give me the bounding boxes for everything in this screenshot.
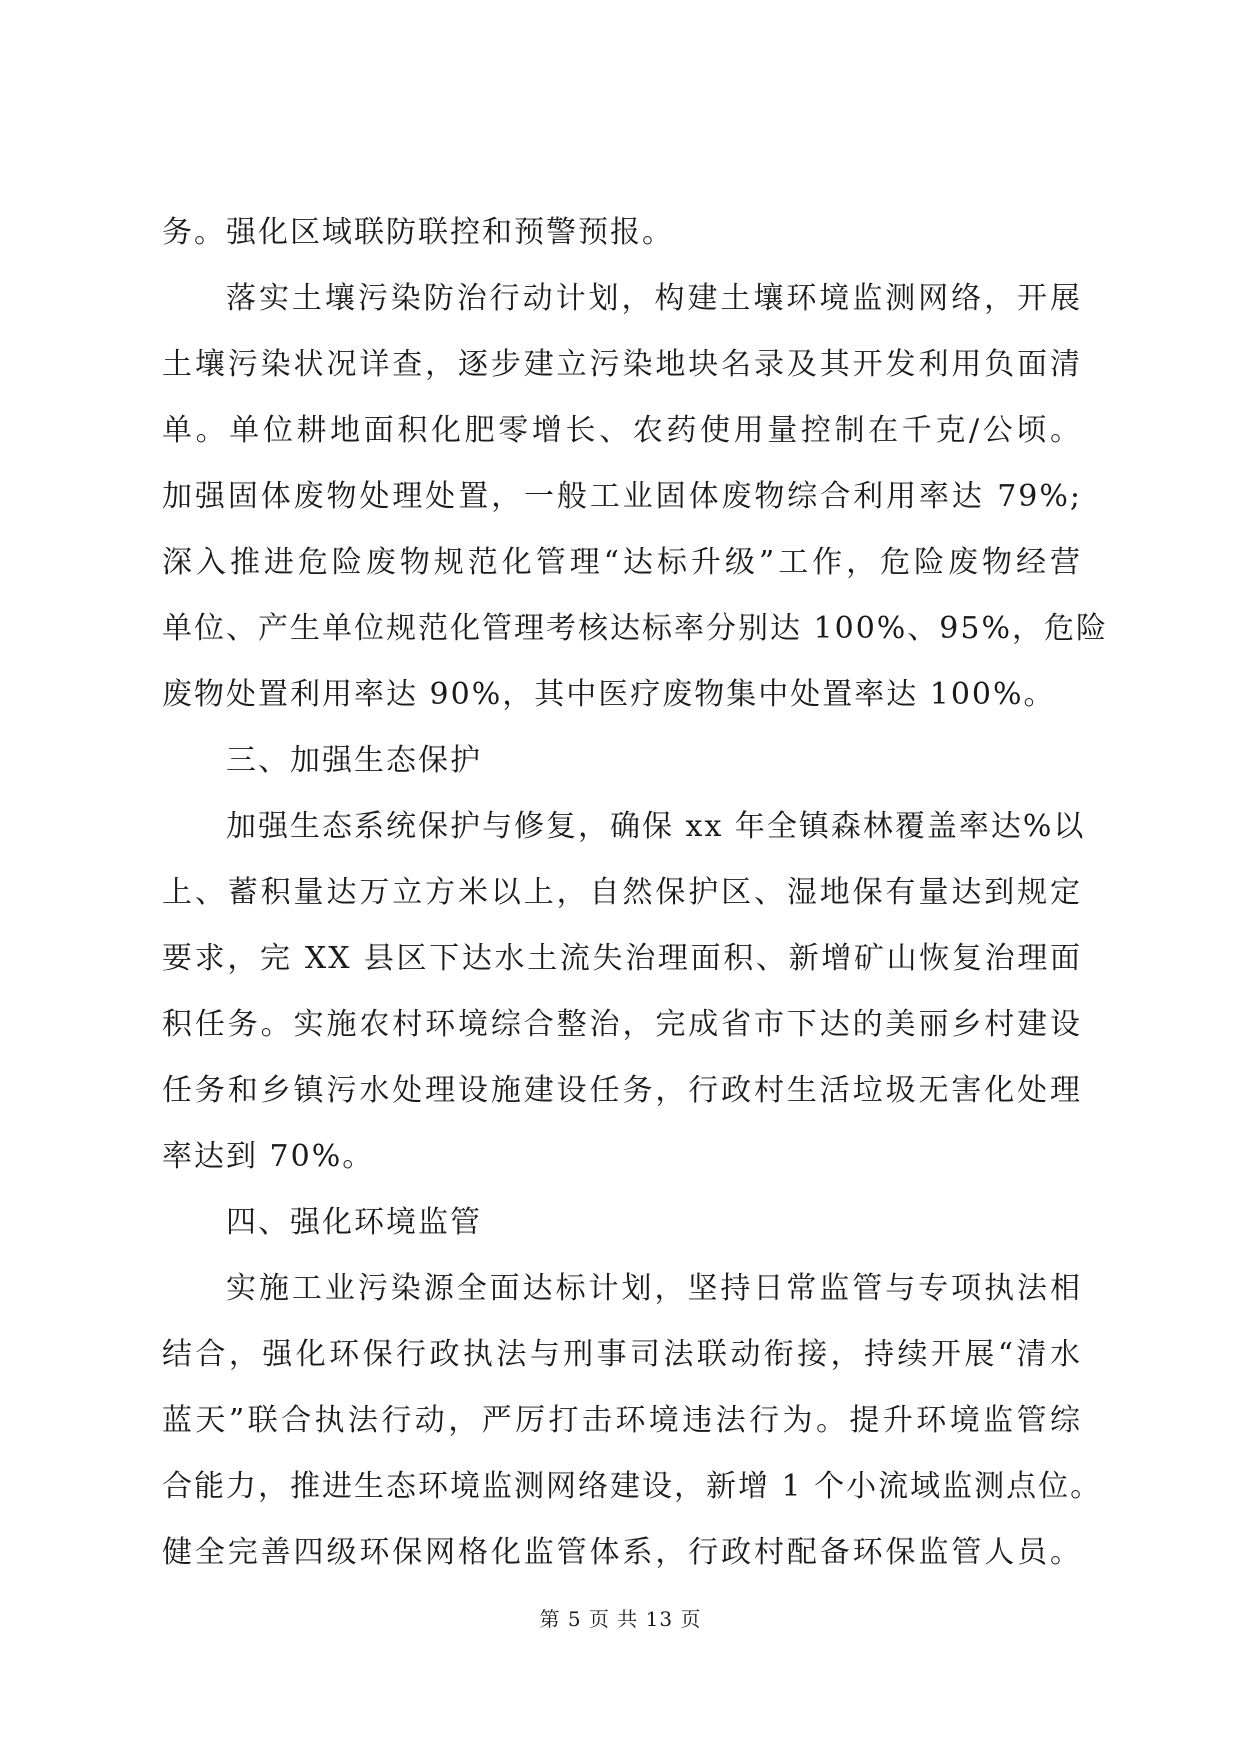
text-line: 三、加强生态保护 [226,743,482,778]
text-line: 务。强化区域联防联控和预警预报。 [162,215,674,250]
text-line: 加强生态系统保护与修复，确保 xx 年全镇森林覆盖率达%以 [226,809,1086,844]
text-line: 深入推进危险废物规范化管理“达标升级”工作，危险废物经营 [162,545,1082,580]
text-line: 四、强化环境监管 [226,1205,482,1240]
text-line: 结合，强化环保行政执法与刑事司法联动衔接，持续开展“清水 [162,1337,1082,1372]
text-line: 落实土壤污染防治行动计划，构建土壤环境监测网络，开展 [226,281,1082,316]
text-line: 废物处置利用率达 90%，其中医疗废物集中处置率达 100%。 [162,677,1056,712]
text-line: 蓝天”联合执法行动，严厉打击环境违法行为。提升环境监管综 [162,1403,1082,1438]
text-line: 合能力，推进生态环境监测网络建设，新增 1 个小流域监测点位。 [162,1469,1103,1504]
text-line: 健全完善四级环保网格化监管体系，行政村配备环保监管人员。 [162,1535,1082,1570]
text-line: 单位、产生单位规范化管理考核达标率分别达 100%、95%，危险 [162,611,1108,646]
text-line: 加强固体废物处理处置，一般工业固体废物综合利用率达 79%; [162,479,1082,514]
text-line: 率达到 70%。 [162,1139,375,1174]
page-footer: 第 5 页 共 13 页 [539,1607,702,1631]
body-text [162,200,1108,1586]
text-line: 积任务。实施农村环境综合整治，完成省市下达的美丽乡村建设 [162,1007,1082,1042]
text-line: 上、蓄积量达万立方米以上，自然保护区、湿地保有量达到规定 [162,875,1082,910]
text-line: 任务和乡镇污水处理设施建设任务，行政村生活垃圾无害化处理 [162,1073,1082,1108]
text-line: 要求，完 XX 县区下达水土流失治理面积、新增矿山恢复治理面 [162,941,1082,976]
text-line: 单。单位耕地面积化肥零增长、农药使用量控制在千克/公顷。 [162,413,1082,448]
text-line: 土壤污染状况详查，逐步建立污染地块名录及其开发利用负面清 [162,347,1082,382]
text-line: 实施工业污染源全面达标计划，坚持日常监管与专项执法相 [226,1271,1082,1306]
